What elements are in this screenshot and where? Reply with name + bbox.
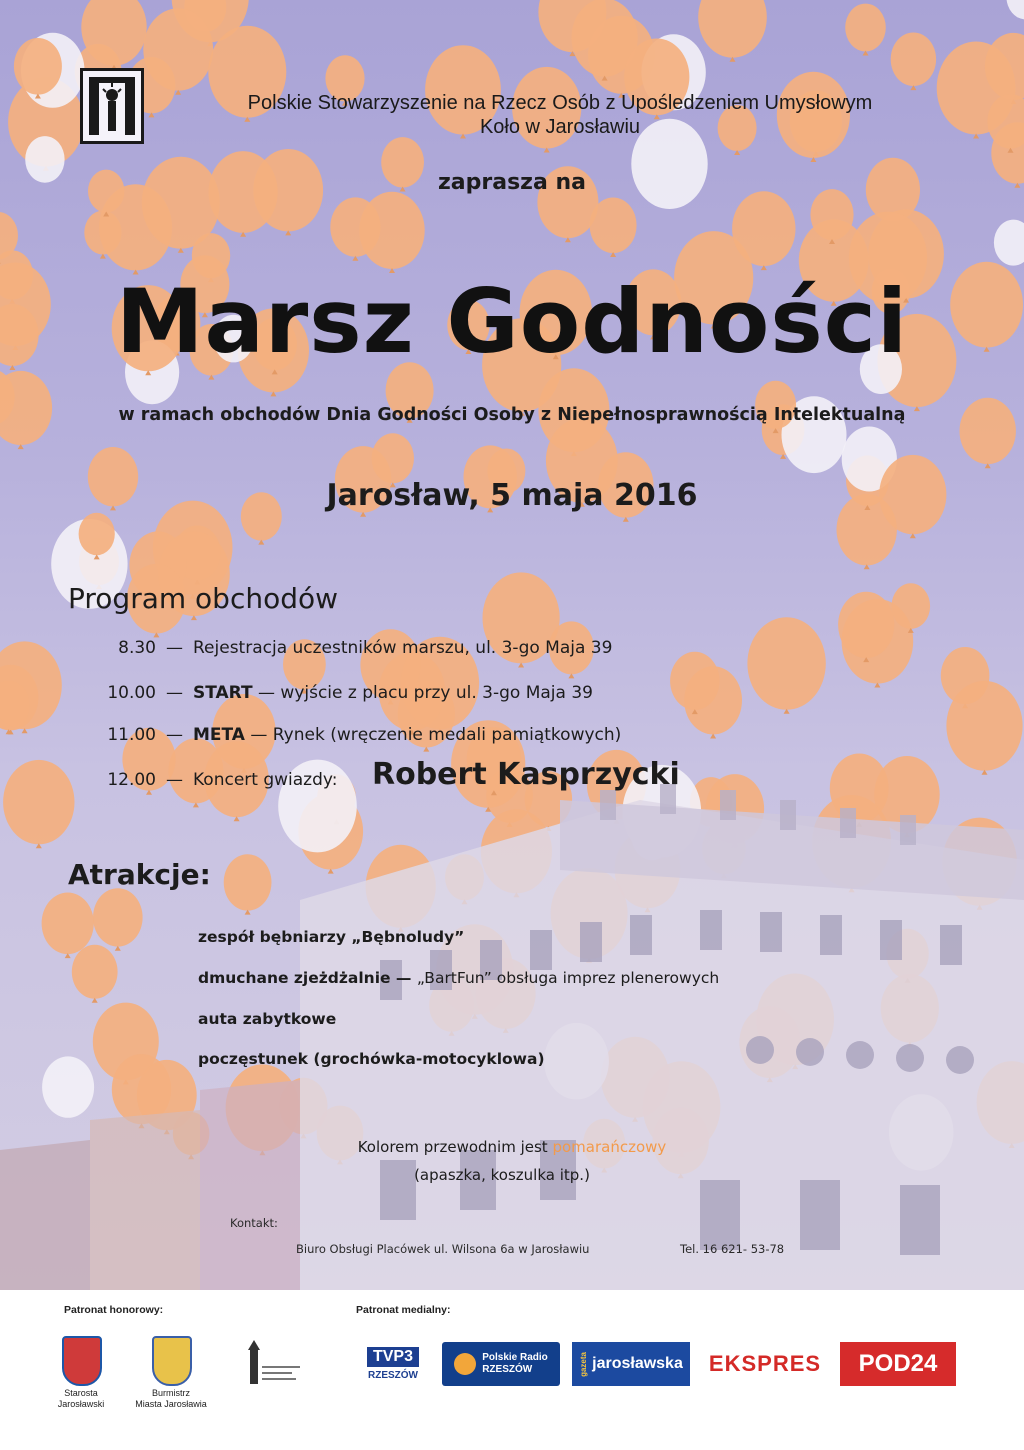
event-date: Jarosław, 5 maja 2016: [326, 478, 698, 513]
attraction-name: dmuchane zjeżdżalnie —: [198, 969, 417, 987]
program-text: Koncert gwiazdy:: [193, 770, 338, 790]
organization-name: Polskie Stowarzyszenie na Rzecz Osób z Upośledzeniem Umysłowym: [247, 92, 873, 114]
program-text: — Rynek (wręczenie medali pamiątkowych): [250, 725, 622, 745]
attraction-item: [198, 1050, 545, 1068]
media-patronage-label: Patronat medialny:: [356, 1304, 451, 1316]
attraction-name: auta zabytkowe: [198, 1010, 337, 1028]
jaroslaw-county-crest-icon: [62, 1336, 102, 1386]
church-tower-icon: [240, 1340, 306, 1390]
attraction-item: [198, 928, 464, 946]
dress-code-color: pomarańczowy: [552, 1138, 667, 1156]
dress-code-note: [0, 1138, 1024, 1156]
program-item: [100, 725, 621, 745]
attraction-detail: „BartFun” obsługa imprez plenerowych: [416, 969, 720, 987]
crest-caption-line: Miasta Jarosławia: [135, 1399, 207, 1409]
media-name: jarosławska: [592, 1355, 683, 1372]
contact-address: Biuro Obsługi Placówek ul. Wilsona 6a w Jarosławiu: [296, 1242, 590, 1256]
media-sub: RZESZÓW: [368, 1370, 418, 1381]
organization-branch: Koło w Jarosławiu: [479, 116, 641, 138]
attraction-name: zespół bębniarzy „Bębnoludy”: [198, 928, 465, 946]
program-dash: —: [166, 725, 183, 745]
program-item: [100, 683, 593, 703]
program-text: — wyjście z placu przy ul. 3-go Maja 39: [258, 683, 593, 703]
dress-code-prefix: Kolorem przewodnim jest: [357, 1138, 553, 1156]
media-name: Polskie Radio: [482, 1352, 548, 1363]
dress-code-examples: (apaszka, koszulka itp.): [414, 1166, 590, 1184]
program-item: [100, 638, 612, 658]
media-name: POD24: [858, 1350, 938, 1377]
program-dash: —: [166, 770, 183, 790]
attraction-name: poczęstunek (grochówka-motocyklowa): [198, 1050, 545, 1068]
crest-caption-line: Burmistrz: [152, 1388, 190, 1398]
attraction-item: [198, 1010, 336, 1028]
program-keyword: START: [193, 683, 253, 703]
crest-caption: [48, 1388, 114, 1410]
attractions-heading: Atrakcje:: [68, 858, 211, 891]
program-time: 12.00: [107, 770, 156, 790]
crest-caption: [132, 1388, 210, 1410]
jaroslaw-city-crest-icon: [152, 1336, 192, 1386]
media-sub: RZESZÓW: [482, 1364, 533, 1375]
crest-caption-line: Jarosławski: [57, 1399, 105, 1409]
crest-caption-line: Starosta: [64, 1388, 98, 1398]
program-dash: —: [166, 683, 183, 703]
media-sub: gazeta: [579, 1351, 589, 1377]
attraction-item: [198, 969, 719, 987]
contact-label: Kontakt:: [230, 1216, 278, 1230]
program-dash: —: [166, 638, 183, 658]
invite-text: zaprasza na: [437, 170, 586, 195]
association-logo: [80, 68, 144, 144]
media-name: EKSPRES: [708, 1351, 822, 1376]
ekspres-logo: [702, 1342, 828, 1386]
culture-center-logo: [240, 1340, 306, 1390]
media-name: TVP3: [367, 1347, 419, 1367]
program-time: 11.00: [107, 725, 156, 745]
radio-circle-icon: [454, 1353, 476, 1375]
program-time: 8.30: [118, 638, 156, 658]
concert-star-name: Robert Kasprzycki: [372, 757, 680, 792]
program-time: 10.00: [107, 683, 156, 703]
contact-phone: Tel. 16 621- 53-78: [680, 1242, 785, 1256]
sponsors-footer: [0, 1290, 1024, 1450]
program-text: Rejestracja uczestników marszu, ul. 3-go Maja 39: [193, 638, 613, 658]
program-heading: Program obchodów: [68, 582, 339, 615]
event-subtitle: w ramach obchodów Dnia Godności Osoby z Niepełnosprawnością Intelektualną: [118, 405, 906, 425]
person-sun-icon: [83, 71, 141, 141]
gazeta-jaroslawska-logo: [572, 1342, 690, 1386]
program-item: [100, 770, 337, 790]
event-title: Marsz Godności: [115, 270, 909, 373]
honorary-patronage-label: Patronat honorowy:: [64, 1304, 164, 1316]
polskie-radio-logo: [442, 1342, 560, 1386]
program-keyword: META: [193, 725, 245, 745]
pod24-logo: [840, 1342, 956, 1386]
tvp3-logo: [356, 1342, 430, 1386]
